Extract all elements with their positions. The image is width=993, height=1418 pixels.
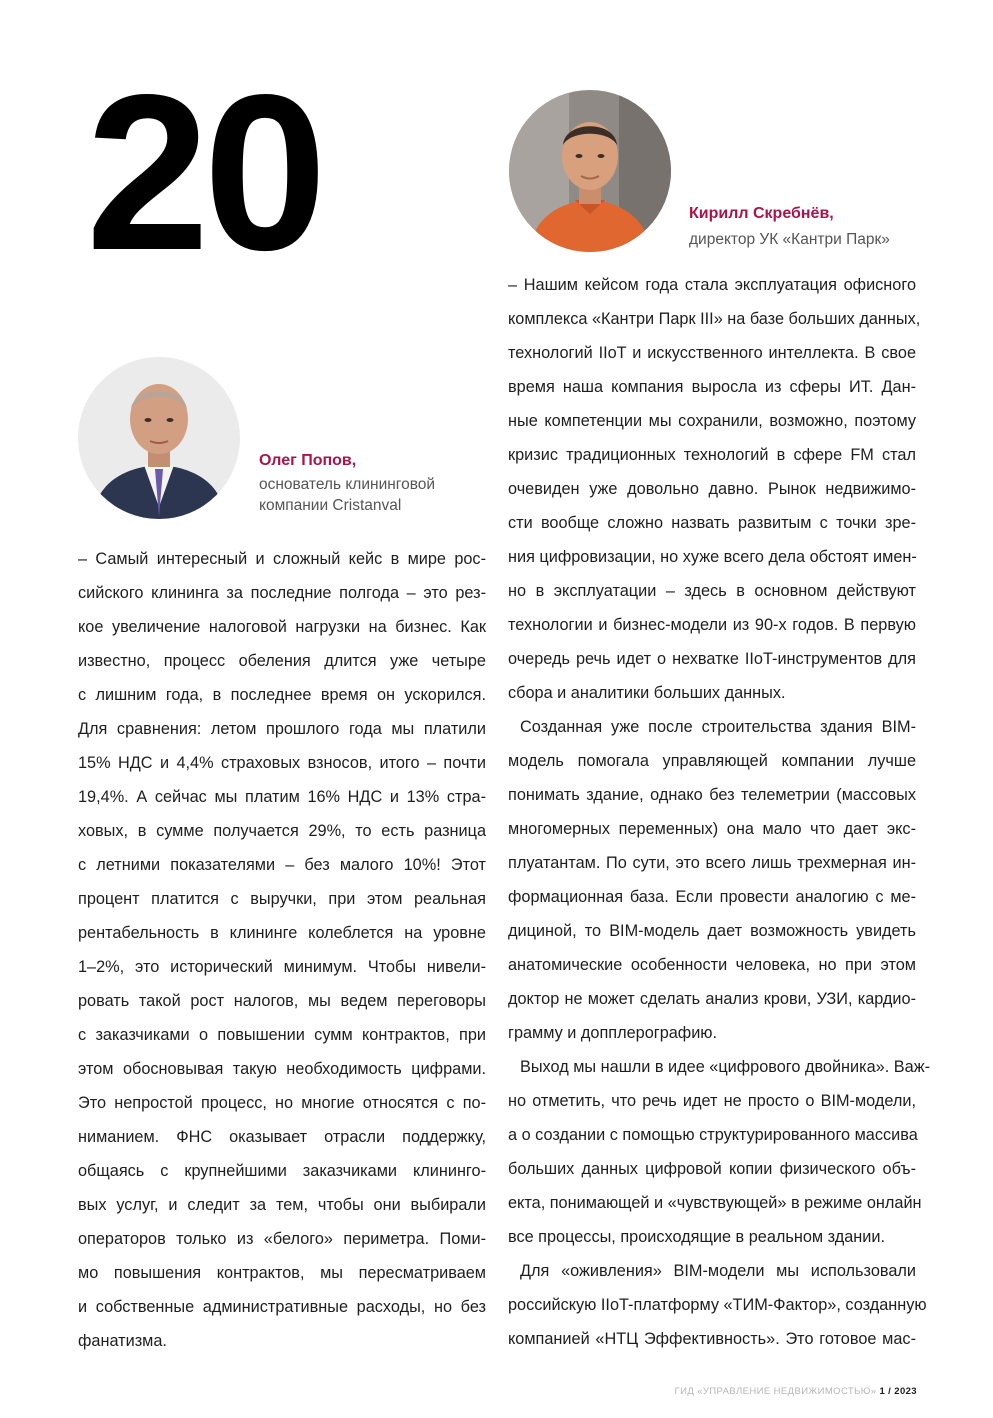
left-column-text <box>78 542 486 1358</box>
speaker-role: директор УК «Кантри Парк» <box>689 231 890 248</box>
portrait-oleg-popov <box>78 357 240 519</box>
speaker-name: Кирилл Скребнёв, <box>689 205 834 222</box>
paragraph: Выход мы нашли в идее «цифрового двойника». Важ- но отметить, что речь идет не просто о BIM-модели, а о создании с помощью структурированного массива больших данных цифровой копии физического объ- екта, понимающей и «чувствующей» в режиме онлайн все процессы, происходящие в реальном здании. <box>508 1058 931 1246</box>
page-number: 1 / 2023 <box>879 1386 917 1397</box>
page-footer <box>675 1386 917 1397</box>
speaker-role: основатель клининговой компании Cristanval <box>259 476 436 514</box>
paragraph: – Самый интересный и сложный кейс в мире рос- сийского клининга за последние полгода – это рез- кое увеличение налоговой нагрузки на бизнес. Как известно, процесс обеления длится уже четыре с лишним года, в последнее время он ускорился. Для сравнения: летом прошлого года мы платили 15% НДС и 4,4% страховых взносов, итого – почти 19,4%. А сейчас мы платим 16% НДС и 13% стра- ховых, в сумме получается 29%, то есть разница с летними показателями – без малого 10%! Этот процент платится с выручки, при этом реальная рентабельность в клининге колеблется на уровне 1–2%, это исторический минимум. Чтобы нивели- ровать такой рост налогов, мы ведем переговоры с заказчиками о повышении сумм контрактов, при этом обосновывая такую необходимость цифрами. Это непростой процесс, но многие относятся с по- ниманием. ФНС оказывает отрасли поддержку, общаясь с крупнейшими заказчиками клининго- вых услуг, и следит за тем, чтобы они выбирали операторов только из «белого» периметра. Поми- мо повышения контрактов, мы пересматриваем и собственные административные расходы, но без фанатизма. <box>78 550 486 1350</box>
section-number: 20 <box>86 49 321 297</box>
portrait-kirill-skrebnev <box>509 90 671 252</box>
paragraph: Созданная уже после строительства здания BIM- модель помогала управляющей компании лучше понимать здание, однако без телеметрии (массовых многомерных переменных) она мало что дает экс- плуатантам. По сути, это всего лишь трехмерная ин- формационная база. Если провести аналогию с ме- дициной, то BIM-модель дает возможность увидеть анатомические особенности человека, но при этом доктор не может сделать анализ крови, УЗИ, кардио- грамму и допплерографию. <box>508 718 916 1042</box>
paragraph: – Нашим кейсом года стала эксплуатация офисного комплекса «Кантри Парк III» на базе больших данных, технологий IIoT и искусственного интеллекта. В свое время наша компания выросла из сферы ИТ. Дан- ные компетенции мы сохранили, возможно, поэтому кризис традиционных технологий в сфере FM стал очевиден уже довольно давно. Рынок недвижимо- сти вообще сложно назвать развитым с точки зре- ния цифровизации, но хуже всего дела обстоят имен- но в эксплуатации – здесь в основном действуют технологии и бизнес-модели из 90-х годов. В первую очередь речь идет о нехватке IIoT-инструментов для сбора и аналитики больших данных. <box>508 276 921 702</box>
publication-title: ГИД «УПРАВЛЕНИЕ НЕДВИЖИМОСТЬЮ» <box>674 1386 877 1397</box>
right-column-text <box>508 268 931 1356</box>
speaker-name: Олег Попов, <box>259 452 357 469</box>
paragraph: Для «оживления» BIM-модели мы использовали российскую IIoT-платформу «ТИМ-Фактор», созданную компанией «НТЦ Эффективность». Это готовое мас- <box>508 1262 927 1348</box>
